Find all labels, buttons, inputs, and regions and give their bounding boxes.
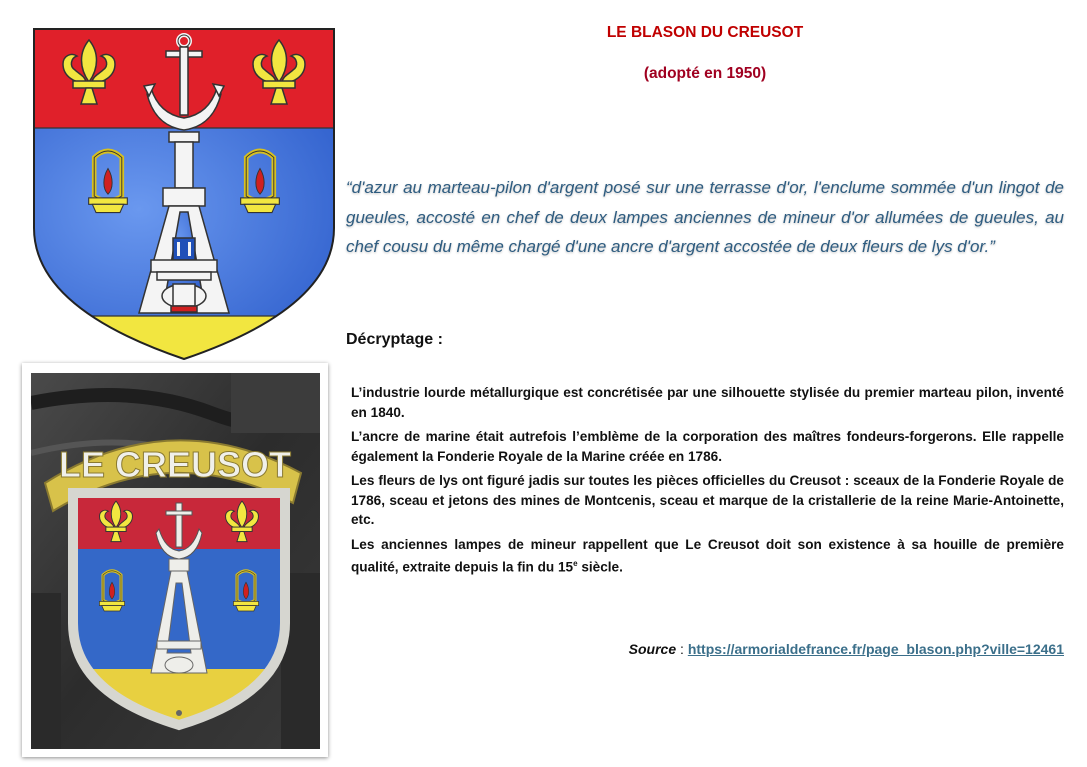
paragraph-lamps: Les anciennes lampes de mineur rappellent que Le Creusot doit son existence à sa houille de première qualité, extraite depuis la fin du 15e siècle.: [351, 536, 1064, 575]
page-subtitle: (adopté en 1950): [643, 65, 767, 82]
coat-of-arms: [33, 28, 335, 360]
blazon-quote: “d'azur au marteau-pilon d'argent posé sur une terrasse d'or, l'enclume sommée d'un lingot de gueules, accosté en chef de deux lampes anciennes de mineur d'or allumées de gueules, au chef cousu du même chargé d'une ancre d'argent accostée de deux fleurs de lys d'or.”: [346, 178, 1064, 256]
page-title: LE BLASON DU CREUSOT: [606, 24, 804, 41]
plaque-banner-text: LE CREUSOT: [58, 444, 292, 485]
paragraph-hammer: L’industrie lourde métallurgique est concrétisée par une silhouette stylisée du premier marteau pilon, inventé en 1840.: [351, 385, 1064, 420]
source-line: Source : https://armorialdefrance.fr/page_blason.php?ville=12461: [628, 641, 1064, 657]
source-link[interactable]: https://armorialdefrance.fr/page_blason.php?ville=12461: [687, 641, 1064, 657]
decryptage-text: [351, 383, 1064, 582]
paragraph-fleurs: Les fleurs de lys ont figuré jadis sur toutes les pièces officielles du Creusot : sceaux de la Fonderie Royale de 1786, sceau et jetons des mines de Montcenis, sceau et marque de la cristallerie de la reine Marie-Antoinette, etc.: [351, 473, 1064, 527]
decryptage-heading: Décryptage :: [346, 331, 443, 348]
plaque-photo: [22, 363, 328, 757]
paragraph-anchor: L’ancre de marine était autrefois l’emblème de la corporation des maîtres fondeurs-forgerons. Elle rappelle également la Fonderie Royale de la Marine créée en 1786.: [351, 429, 1064, 464]
source-label: Source: [628, 641, 677, 657]
